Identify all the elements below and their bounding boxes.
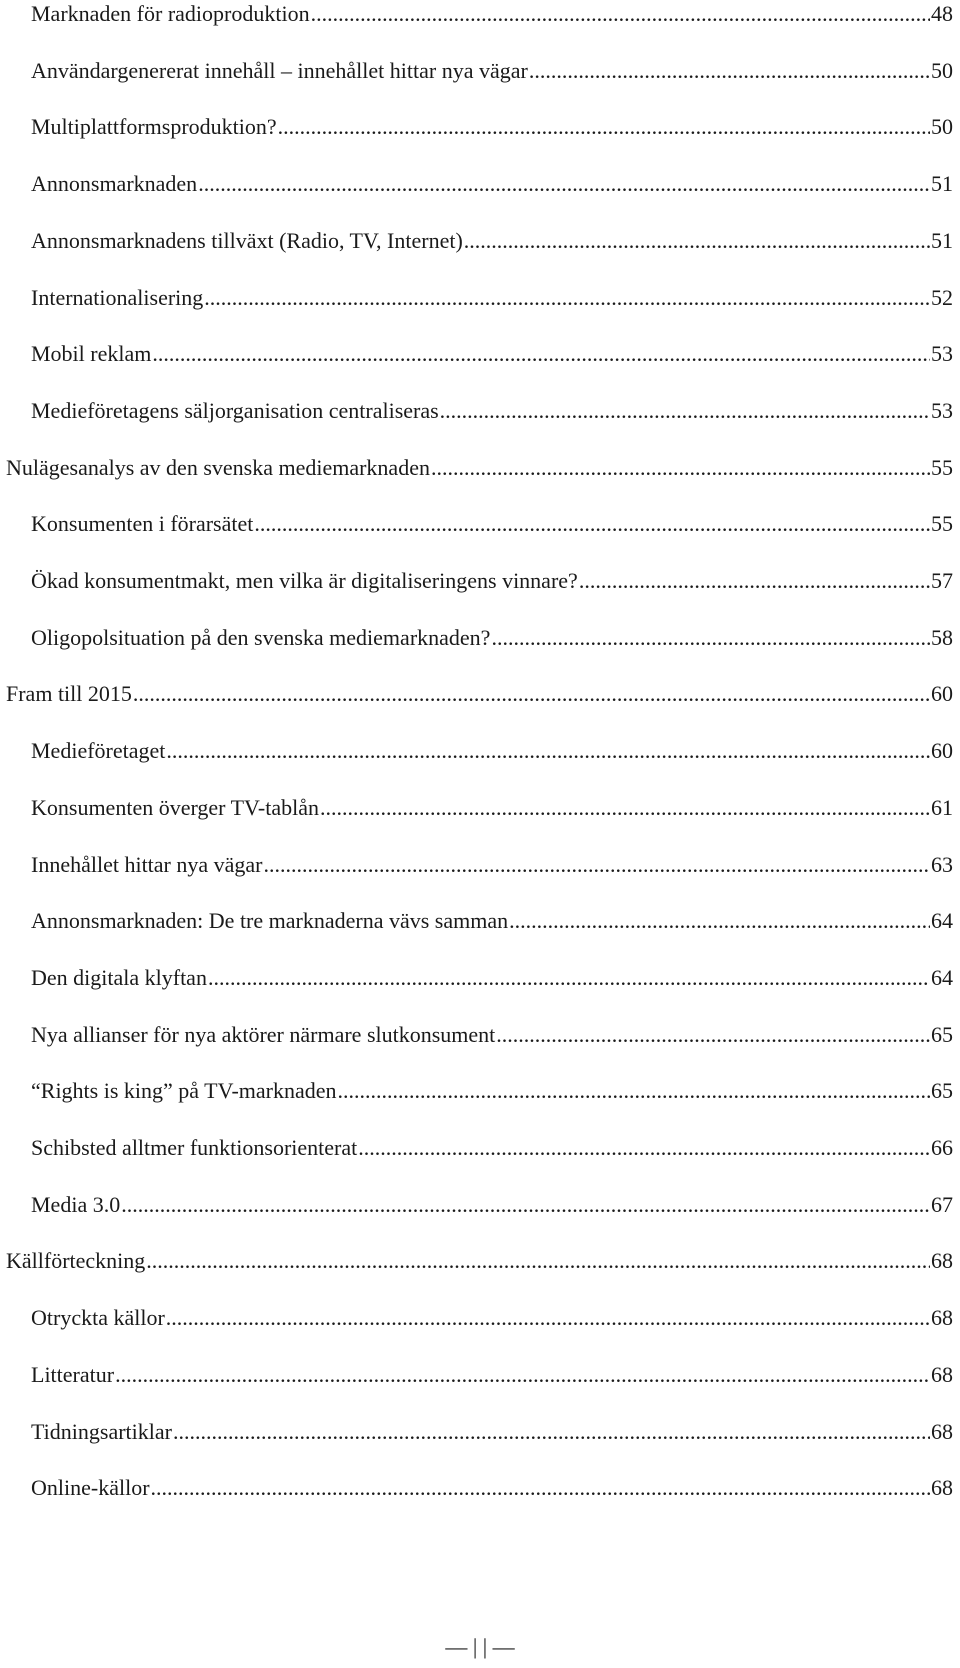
toc-entry-page-number: 68 xyxy=(931,1248,953,1274)
toc-entry-title: Annonsmarknaden: De tre marknaderna vävs samman xyxy=(31,908,509,934)
toc-entry[interactable] xyxy=(0,618,960,658)
toc-entry-row xyxy=(31,1071,953,1111)
toc-entry-row xyxy=(31,391,953,431)
toc-entry-page-number: 50 xyxy=(931,114,953,140)
toc-entry-title: Medieföretaget xyxy=(31,738,166,764)
toc-entry[interactable] xyxy=(0,278,960,318)
toc-dot-leader xyxy=(198,164,930,204)
toc-entry-page-number: 66 xyxy=(931,1135,953,1160)
toc-dot-leader xyxy=(166,731,930,771)
toc-entry-page-number: 57 xyxy=(931,568,953,593)
toc-entry-row xyxy=(31,1298,953,1338)
toc-entry-title: Otryckta källor xyxy=(31,1305,165,1331)
toc-entry-page-number: 55 xyxy=(931,454,953,480)
toc-entry[interactable] xyxy=(0,51,960,91)
toc-entry-row xyxy=(6,448,953,488)
toc-entry-row xyxy=(31,107,953,147)
toc-entry-title: “Rights is king” på TV-marknaden xyxy=(31,1078,337,1104)
toc-entry[interactable] xyxy=(0,1412,960,1452)
toc-entry-row xyxy=(31,334,953,374)
toc-entry[interactable] xyxy=(0,0,960,34)
toc-entry[interactable] xyxy=(0,1355,960,1395)
toc-entry-title: Annonsmarknaden xyxy=(31,171,198,197)
toc-entry-row xyxy=(31,1185,953,1225)
toc-dot-leader xyxy=(338,1071,930,1111)
toc-entry-page-number: 65 xyxy=(931,1078,953,1104)
toc-entry[interactable] xyxy=(0,1468,960,1508)
toc-entry-page-number: 48 xyxy=(931,1,953,26)
toc-entry-title: Ökad konsumentmakt, men vilka är digitaliseringens vinnare? xyxy=(31,568,578,593)
toc-entry[interactable] xyxy=(0,1185,960,1225)
toc-entry-row xyxy=(31,561,953,601)
toc-entry-title: Den digitala klyftan xyxy=(31,964,207,990)
toc-dot-leader xyxy=(509,901,930,941)
toc-entry[interactable] xyxy=(0,1128,960,1168)
toc-entry[interactable] xyxy=(0,391,960,431)
toc-entry[interactable] xyxy=(0,448,960,488)
toc-dot-leader xyxy=(278,107,930,147)
page-footer-marker: — | | — xyxy=(445,1634,515,1659)
toc-dot-leader xyxy=(440,391,930,431)
toc-entry-title: Nya allianser för nya aktörer närmare slutkonsument xyxy=(31,1021,496,1047)
toc-entry-title: Online-källor xyxy=(31,1475,150,1501)
toc-entry-row xyxy=(31,845,953,885)
toc-entry-page-number: 68 xyxy=(931,1418,953,1444)
toc-entry-title: Fram till 2015 xyxy=(6,681,132,707)
toc-entry[interactable] xyxy=(0,504,960,544)
toc-entry-page-number: 51 xyxy=(931,171,953,197)
toc-entry-page-number: 68 xyxy=(931,1361,953,1387)
toc-entry-page-number: 60 xyxy=(931,738,953,764)
toc-entry-title: Marknaden för radioproduktion xyxy=(31,1,310,26)
toc-entry-title: Internationalisering xyxy=(31,284,204,310)
toc-dot-leader xyxy=(152,334,930,374)
toc-dot-leader xyxy=(464,221,930,261)
toc-entry-page-number: 64 xyxy=(931,964,953,990)
toc-entry[interactable] xyxy=(0,1071,960,1111)
toc-entry-page-number: 53 xyxy=(931,397,953,423)
toc-entry[interactable] xyxy=(0,845,960,885)
toc-entry-row xyxy=(31,1015,953,1055)
toc-entry-title: Nulägesanalys av den svenska mediemarknaden xyxy=(6,454,430,480)
toc-entry-row xyxy=(31,164,953,204)
toc-entry-page-number: 68 xyxy=(931,1305,953,1331)
toc-entry-page-number: 51 xyxy=(931,227,953,253)
toc-entry[interactable] xyxy=(0,164,960,204)
toc-entry-page-number: 64 xyxy=(931,908,953,934)
toc-entry-page-number: 63 xyxy=(931,851,953,877)
toc-entry-title: Innehållet hittar nya vägar xyxy=(31,851,263,877)
toc-entry-row xyxy=(31,1128,953,1168)
toc-entry-title: Källförteckning xyxy=(6,1248,146,1274)
toc-entry-title: Oligopolsituation på den svenska mediemarknaden? xyxy=(31,624,491,650)
toc-entry-title: Schibsted alltmer funktionsorienterat xyxy=(31,1135,358,1160)
toc-entry-row xyxy=(31,618,953,658)
toc-dot-leader xyxy=(146,1241,930,1281)
toc-entry-title: Mobil reklam xyxy=(31,341,152,367)
toc-entry-row xyxy=(31,504,953,544)
toc-dot-leader xyxy=(529,51,930,91)
toc-entry-row xyxy=(31,1468,953,1508)
toc-entry-page-number: 50 xyxy=(931,57,953,83)
toc-entry-row xyxy=(31,278,953,318)
toc-entry[interactable] xyxy=(0,561,960,601)
toc-dot-leader xyxy=(431,448,930,488)
toc-entry[interactable] xyxy=(0,674,960,714)
toc-dot-leader xyxy=(166,1298,930,1338)
toc-entry-row xyxy=(6,674,953,714)
toc-dot-leader xyxy=(115,1355,930,1395)
toc-entry-title: Multiplattformsproduktion? xyxy=(31,114,277,140)
toc-entry-row xyxy=(31,1412,953,1452)
toc-entry-row xyxy=(31,0,953,34)
toc-dot-leader xyxy=(311,0,930,34)
toc-entry-page-number: 65 xyxy=(931,1021,953,1047)
toc-entry-page-number: 67 xyxy=(931,1191,953,1217)
toc-dot-leader xyxy=(121,1185,930,1225)
toc-entry[interactable] xyxy=(0,107,960,147)
toc-entry-page-number: 52 xyxy=(931,284,953,310)
toc-dot-leader xyxy=(133,674,930,714)
toc-entry[interactable] xyxy=(0,1298,960,1338)
toc-dot-leader xyxy=(579,561,930,601)
toc-entry-page-number: 53 xyxy=(931,341,953,367)
toc-entry-page-number: 60 xyxy=(931,681,953,707)
toc-dot-leader xyxy=(358,1128,930,1168)
toc-dot-leader xyxy=(491,618,930,658)
toc-dot-leader xyxy=(254,504,930,544)
toc-entry-title: Medieföretagens säljorganisation centraliseras xyxy=(31,397,439,423)
toc-entry-row xyxy=(31,51,953,91)
toc-dot-leader xyxy=(264,845,930,885)
toc-dot-leader xyxy=(204,278,930,318)
toc-entry-row xyxy=(31,731,953,771)
toc-entry[interactable] xyxy=(0,901,960,941)
toc-entry[interactable] xyxy=(0,731,960,771)
toc-entry-row xyxy=(31,788,953,828)
toc-entry-page-number: 68 xyxy=(931,1475,953,1501)
toc-entry-title: Annonsmarknadens tillväxt (Radio, TV, Internet) xyxy=(31,227,463,253)
toc-entry[interactable] xyxy=(0,958,960,998)
toc-entry-title: Konsumenten i förarsätet xyxy=(31,511,254,537)
toc-entry-row xyxy=(31,1355,953,1395)
toc-entry-row xyxy=(31,901,953,941)
toc-dot-leader xyxy=(151,1468,930,1508)
toc-entry-title: Konsumenten överger TV-tablån xyxy=(31,794,319,820)
toc-entry-page-number: 58 xyxy=(931,624,953,650)
toc-entry-title: Litteratur xyxy=(31,1361,115,1387)
toc-entry-row xyxy=(31,221,953,261)
toc-entry[interactable] xyxy=(0,334,960,374)
toc-entry[interactable] xyxy=(0,1241,960,1281)
toc-dot-leader xyxy=(496,1015,930,1055)
toc-entry[interactable] xyxy=(0,788,960,828)
toc-entry[interactable] xyxy=(0,1015,960,1055)
toc-entry-title: Användargenererat innehåll – innehållet hittar nya vägar xyxy=(31,57,528,83)
toc-entry-page-number: 61 xyxy=(931,794,953,820)
toc-dot-leader xyxy=(173,1412,930,1452)
toc-entry-row xyxy=(6,1241,953,1281)
toc-dot-leader xyxy=(320,788,930,828)
toc-entry-title: Tidningsartiklar xyxy=(31,1418,172,1444)
toc-entry[interactable] xyxy=(0,221,960,261)
toc-entry-page-number: 55 xyxy=(931,511,953,537)
toc-dot-leader xyxy=(208,958,930,998)
toc-entry-row xyxy=(31,958,953,998)
toc-entry-title: Media 3.0 xyxy=(31,1191,121,1217)
